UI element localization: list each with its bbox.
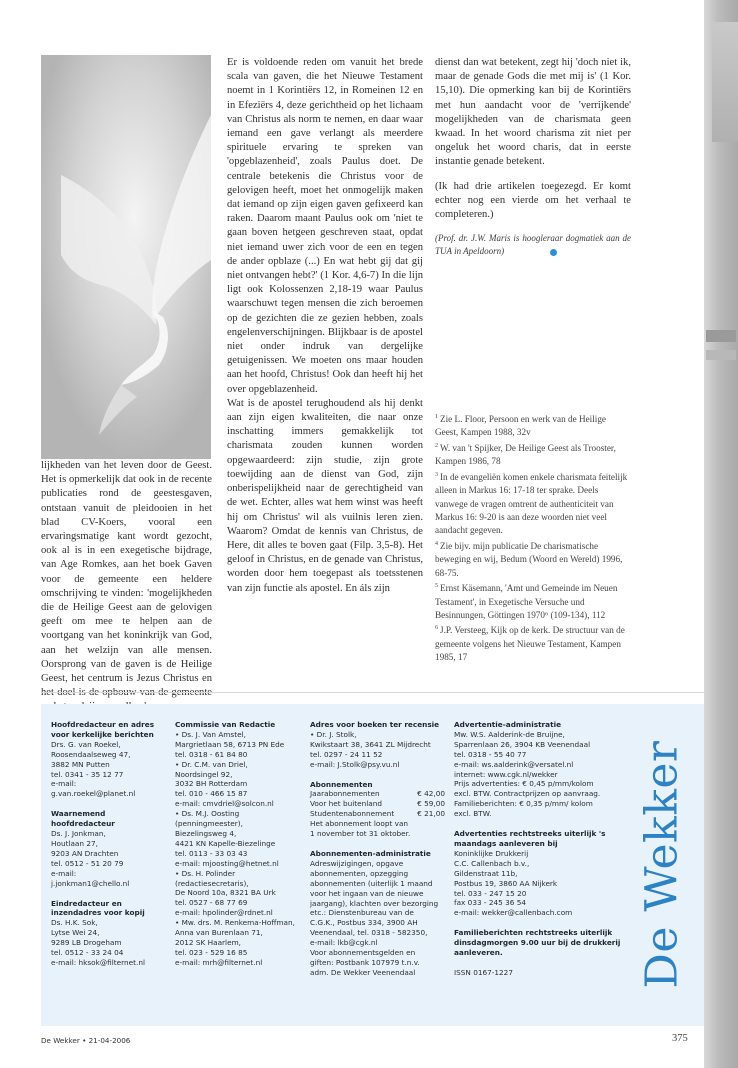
article-paragraph: Er is voldoende reden om vanuit het brede scala van gaven, die het Nieuwe Testament noemt in 1 Korintiërs 12, in Romeinen 12 en in Efeziërs 4, deze gerichtheid op het lichaam van Christus als norm te nemen, en daar waar iemand een gave verlangt als meerdere spirituele ervaring te spreken van 'opgeblazenheid', zoals Paulus doet. De centrale betekenis die Christus voor de gelovigen heeft, moet het onmogelijk maken dat iemand op zijn eigen gaven gefixeerd kan raken. Daarom maant Paulus ook om 'niet te gaan boven hetgeen geschreven staat, opdat niet iemand uwer zich voor de een en tegen de ander opblaze (...) En wat hebt gij dat gij niet ontvangen hebt?' (1 Kor. 4,6-7) In die lijn ligt ook Kolossenzen 2,18-19 waar Paulus waarschuwt tegen mensen die zich beroemen op de gezichten die ze gezien hebben, zoals engelenverschijningen. Blijkbaar is de apostel niet onder indruk van dergelijke getuigenissen. We moeten ons maar houden aan het hoofd, Christus! Ook dan heeft hij het over opgeblazenheid. [227, 57, 423, 395]
colophon-line: tel. 0512 - 51 20 79 [51, 858, 124, 868]
colophon-line: tel. 0297 - 24 11 52 [310, 749, 383, 759]
colophon-line: (penningmeester), [175, 819, 243, 829]
colophon-line: • Dr. J. Stolk, [310, 729, 357, 739]
colophon-line: Postbus 19, 3860 AA Nijkerk [454, 878, 558, 888]
colophon-block [51, 720, 169, 799]
colophon-line: ISSN 0167-1227 [454, 967, 513, 977]
issue-footer: De Wekker • 21-04-2006 [41, 1036, 131, 1045]
subscriptions-block [310, 780, 445, 839]
footnote-number: 2 [435, 442, 438, 449]
colophon-line: • Ds. H. Polinder [175, 868, 236, 878]
block-heading: Hoofdredacteur en adres voor kerkelijke berichten [51, 720, 155, 739]
colophon-line: 3882 MN Putten [51, 759, 110, 769]
footnote-text: W. van 't Spijker, De Heilige Geest als Trooster, Kampen 1986, 78 [435, 442, 616, 467]
footnote-number: 1 [435, 414, 438, 420]
colophon-column-advertising [454, 720, 624, 978]
colophon-line: (redactiesecretaris), [175, 878, 249, 888]
footnote-text: Zie bijv. mijn publicatie De charismatische beweging en wij, Bedum (Woord en Wereld) 1996, 68-75. [435, 540, 623, 578]
price-value: € 42,00 [417, 789, 445, 799]
author-bio [435, 232, 631, 258]
colophon-line: Familieberichten: € 0,35 p/mm/ kolom [454, 799, 593, 809]
price-value: € 21,00 [417, 809, 445, 819]
colophon-line: Biezelingsweg 4, [175, 828, 237, 838]
colophon-line: Houtlaan 27, [51, 838, 98, 848]
colophon-line: Lytse Wei 24, [51, 928, 100, 938]
colophon-line: Voor abonnementsgelden en [310, 948, 416, 958]
footnote [435, 538, 631, 580]
colophon-line: tel. 010 - 466 15 87 [175, 789, 248, 799]
colophon-line: Prijs advertenties: € 0,45 p/mm/kolom [454, 779, 594, 789]
colophon-line: g.van.roekel@planet.nl [51, 789, 136, 799]
colophon-block [454, 968, 624, 978]
colophon-line: • Ds. J. Van Amstel, [175, 729, 246, 739]
colophon-line: tel. 0318 - 61 84 80 [175, 749, 248, 759]
adjacent-page-ghost-shape [712, 22, 738, 142]
footnote [435, 580, 631, 622]
colophon-line: • Mw. drs. M. Renkema-Hoffman, [175, 918, 295, 928]
colophon-line: • Ds. M.J. Oosting [175, 809, 240, 819]
colophon-line: Gildenstraat 11b, [454, 868, 518, 878]
colophon-block [454, 829, 624, 918]
article-paragraph: dienst dan wat betekent, zegt hij 'doch niet ik, maar de genade Gods die met mij is' (1 Kor. 15,10). Die opmerking kan bij de Korintiërs met hun aandacht voor de 'verrijkende' mogelijkheden van de charismata geen kwaad. In het woord charisma zit niet per ongeluk het woord charis, dat in eerste instantie genade betekent. [435, 57, 631, 168]
colophon-line: e-mail: J.Stolk@psy.vu.nl [310, 759, 400, 769]
price-value: € 59,00 [417, 799, 445, 809]
colophon-line: Mw. W.S. Aalderink-de Bruijne, [454, 729, 565, 739]
colophon-line: e-mail: mjoosting@hetnet.nl [175, 858, 279, 868]
colophon-line: e-mail: [51, 868, 77, 878]
footnote [435, 469, 631, 538]
colophon-line: Sparrenlaan 26, 3904 KB Veenendaal [454, 739, 591, 749]
colophon-line: e-mail: ws.aalderink@versatel.nl [454, 759, 574, 769]
colophon-line: tel. 0527 - 68 77 69 [175, 898, 248, 908]
block-heading: Familieberichten rechtstreeks uiterlijk dinsdagmorgen 9.00 uur bij de drukkerij aanleveren. [454, 928, 621, 958]
colophon-line: Koninklijke Drukkerij [454, 848, 529, 858]
footnote-text: In de evangeliën komen enkele charismata feitelijk alleen in Markus 16: 17-18 ter sprake. Deels vanwege de vragen omtrent de authenticiteit van Markus 16: 9-20 is aan deze woorden niet veel aandacht gegeven. [435, 471, 628, 536]
block-heading: Abonnementen-administratie [310, 848, 431, 858]
footnotes-list [435, 411, 631, 665]
colophon [41, 704, 704, 1026]
block-heading: Abonnementen [310, 779, 373, 789]
colophon-line: e-mail: hksok@filternet.nl [51, 957, 145, 967]
colophon-line: e-mail: hpolinder@rdnet.nl [175, 908, 273, 918]
colophon-line: 9203 AN Drachten [51, 848, 119, 858]
colophon-line: e-mail: cmvdriel@solcon.nl [175, 799, 274, 809]
article-column-3 [435, 56, 631, 258]
footnote-text: Ernst Käsemann, 'Amt und Gemeinde im Neuen Testament', in Exegetische Versuche und Besinnungen, Göttingen 1970⁶ (109-134), 112 [435, 583, 618, 620]
colophon-line: Anna van Burenlaan 71, [175, 928, 263, 938]
colophon-line: e-mail: wekker@callenbach.com [454, 908, 573, 918]
colophon-line: adm. De Wekker Veenendaal [310, 967, 416, 977]
colophon-line: fax 033 - 245 36 54 [454, 898, 527, 908]
colophon-line: e-mail: lkb@cgk.nl [310, 938, 378, 948]
colophon-line: giften: Postbank 107979 t.n.v. [310, 957, 420, 967]
article-paragraph: lijkheden van het leven door de Geest. Het is opmerkelijk dat ook in de recente publicaties rond de geestesgaven, ontstaan vanuit de pleidooien in het blad CV-Koers, vooral een ervaringsmatige kant wordt gezocht, ook al is in een exegetische bijdrage, van Age Romkes, aan het boek Gaven voor de gemeente een heldere omschrijving te vinden: 'mogelijkheden die de Heilige Geest aan de gelovigen geeft om mee te helpen aan de voortgang van het koninkrijk van God, aan het welzijn van alle mensen. Oorsprong van de gaven is de Heilige Geest, het centrum is Jezus Christus en [41, 460, 212, 685]
footnote-text: J.P. Versteeg, Kijk op de kerk. De structuur van de gemeente volgens het Nieuwe Testament, Kampen 1985, 17 [435, 625, 625, 663]
subscription-admin-block [310, 849, 445, 978]
colophon-line: e-mail: mrh@filternet.nl [175, 957, 263, 967]
footnote-text: Zie L. Floor, Persoon en werk van de Heilige Geest, Kampen 1988, 32v [435, 414, 606, 438]
footnote-number: 4 [435, 540, 438, 547]
logo-text: De Wekker [636, 740, 688, 988]
colophon-line: Ds. J. Jonkman, [51, 829, 106, 839]
colophon-line: tel. 0113 - 33 03 43 [175, 848, 248, 858]
colophon-line: Ds. H.K. Sok, [51, 918, 98, 928]
footnote [435, 622, 631, 664]
colophon-line: excl. BTW. [454, 809, 492, 819]
colophon-line: j.jonkman1@chello.nl [51, 878, 130, 888]
colophon-line: jaargang), klachten over bezorging etc.: Dienstenbureau van de [310, 898, 439, 918]
end-of-article-dot-icon [550, 249, 557, 256]
footnote [435, 411, 631, 440]
block-heading: Adres voor boeken ter recensie [310, 720, 440, 729]
price-row [310, 809, 445, 819]
page-number: 375 [672, 1033, 688, 1044]
colophon-line: tel. 033 - 247 15 20 [454, 888, 527, 898]
colophon-line: tel. 0318 - 55 40 77 [454, 749, 527, 759]
colophon-line: Noordsingel 92, [175, 769, 233, 779]
article-paragraph: Wat is de apostel terughoudend als hij denkt aan zijn eigen kwaliteiten, die naar onze inschatting immers gemakkelijk tot charismata zouden kunnen worden opgewaardeerd: zijn studie, zijn grote toewijding aan de dienst van God, zijn onberispelijkheid naar de gerechtigheid van de wet. Echter, alles wat hem winst was heeft hij om Christus' wil als vuilnis leren zien. Waarom? Omdat de kennis van Christus, de Here, dit alles te boven gaat (Filp. 3,5-8). Het geloof in Christus, en de genade van Christus, worden door hem toegepast als toetsstenen van zijn functie als apostel. En áls zijn [227, 397, 423, 594]
colophon-line: abonnementen, opzegging [310, 868, 409, 878]
block-heading: Waarnemend hoofdredacteur [51, 809, 115, 829]
block-heading: Advertentie-administratie [454, 720, 562, 729]
block-heading: Commissie van Redactie [175, 720, 276, 729]
colophon-line: De Noord 10a, 8321 BA Urk [175, 888, 276, 898]
price-row [310, 789, 445, 799]
review-address-lines [310, 730, 445, 770]
adjacent-page-ghost-bar [706, 350, 736, 360]
colophon-line: Drs. G. van Roekel, [51, 739, 121, 749]
price-label: Studentenabonnement [310, 809, 395, 819]
colophon-line: Roosendaalseweg 47, [51, 749, 131, 759]
price-label: Jaarabonnementen [310, 789, 380, 799]
colophon-line: excl. BTW. Contractprijzen op aanvraag. [454, 789, 601, 799]
colophon-column-committee [175, 720, 303, 968]
article-column-2 [227, 56, 423, 596]
colophon-block [51, 899, 169, 968]
footnote-number: 6 [435, 625, 438, 632]
author-bio-text: (Prof. dr. J.W. Maris is hoogleraar dogmatiek aan de TUA in Apeldoorn) [435, 233, 631, 257]
subscription-period: 1 november tot 31 oktober. [310, 829, 411, 839]
colophon-line: C.C. Callenbach b.v., [454, 858, 530, 868]
adjacent-page-edge [704, 0, 738, 1068]
colophon-line: tel. 0341 - 35 12 77 [51, 769, 124, 779]
colophon-block [454, 720, 624, 819]
colophon-line: tel. 023 - 529 16 85 [175, 947, 248, 957]
colophon-line: C.G.K., Postbus 334, 3900 AH [310, 918, 418, 928]
colophon-column-subscriptions [310, 720, 445, 978]
subscription-admin-lines [310, 859, 445, 978]
colophon-block [454, 928, 624, 958]
adjacent-page-ghost-bar [706, 330, 736, 342]
colophon-line: voor het ingaan van de nieuwe [310, 888, 424, 898]
footnote-number: 5 [435, 583, 438, 590]
article-column-1 [41, 459, 212, 715]
masthead-divider [41, 692, 704, 693]
colophon-line: e-mail: [51, 779, 77, 789]
colophon-column-editors [51, 720, 169, 968]
colophon-line: Veenendaal, tel. 0318 - 582350, [310, 928, 428, 938]
colophon-line: Margrietlaan 58, 6713 PN Ede [175, 739, 285, 749]
colophon-line: Adreswijzigingen, opgave [310, 858, 404, 868]
footnote [435, 440, 631, 469]
colophon-line: tel. 0512 - 33 24 04 [51, 948, 124, 958]
colophon-line: internet: www.cgk.nl/wekker [454, 769, 558, 779]
subscription-period: Het abonnement loopt van [310, 819, 409, 829]
block-heading: Eindredacteur en inzendadres voor kopij [51, 898, 145, 918]
colophon-block [51, 809, 169, 888]
colophon-block [175, 720, 303, 968]
dove-photo [41, 55, 211, 459]
colophon-line: 2012 SK Haarlem, [175, 937, 241, 947]
block-heading: Advertenties rechtstreeks uiterlijk 's maandags aanleveren bij [454, 829, 606, 848]
price-row [310, 799, 445, 809]
colophon-line: • Dr. C.M. van Driel, [175, 759, 248, 769]
footnote-number: 3 [435, 471, 438, 478]
dove-illustration [41, 55, 211, 459]
colophon-line: 4421 KN Kapelle-Biezelinge [175, 838, 276, 848]
colophon-line: 3032 BH Rotterdam [175, 779, 248, 789]
price-label: Voor het buitenland [310, 799, 382, 809]
colophon-line: Kwikstaart 38, 3641 ZL Mijdrecht [310, 739, 431, 749]
colophon-line: 9289 LB Drogeham [51, 938, 122, 948]
article-paragraph: (Ik had drie artikelen toegezegd. Er komt echter nog een vierde om het verhaal te completeren.) [435, 180, 631, 221]
de-wekker-logo [634, 706, 690, 1022]
colophon-line: abonnementen (uiterlijk 1 maand [310, 878, 433, 888]
review-address-block [310, 720, 445, 770]
